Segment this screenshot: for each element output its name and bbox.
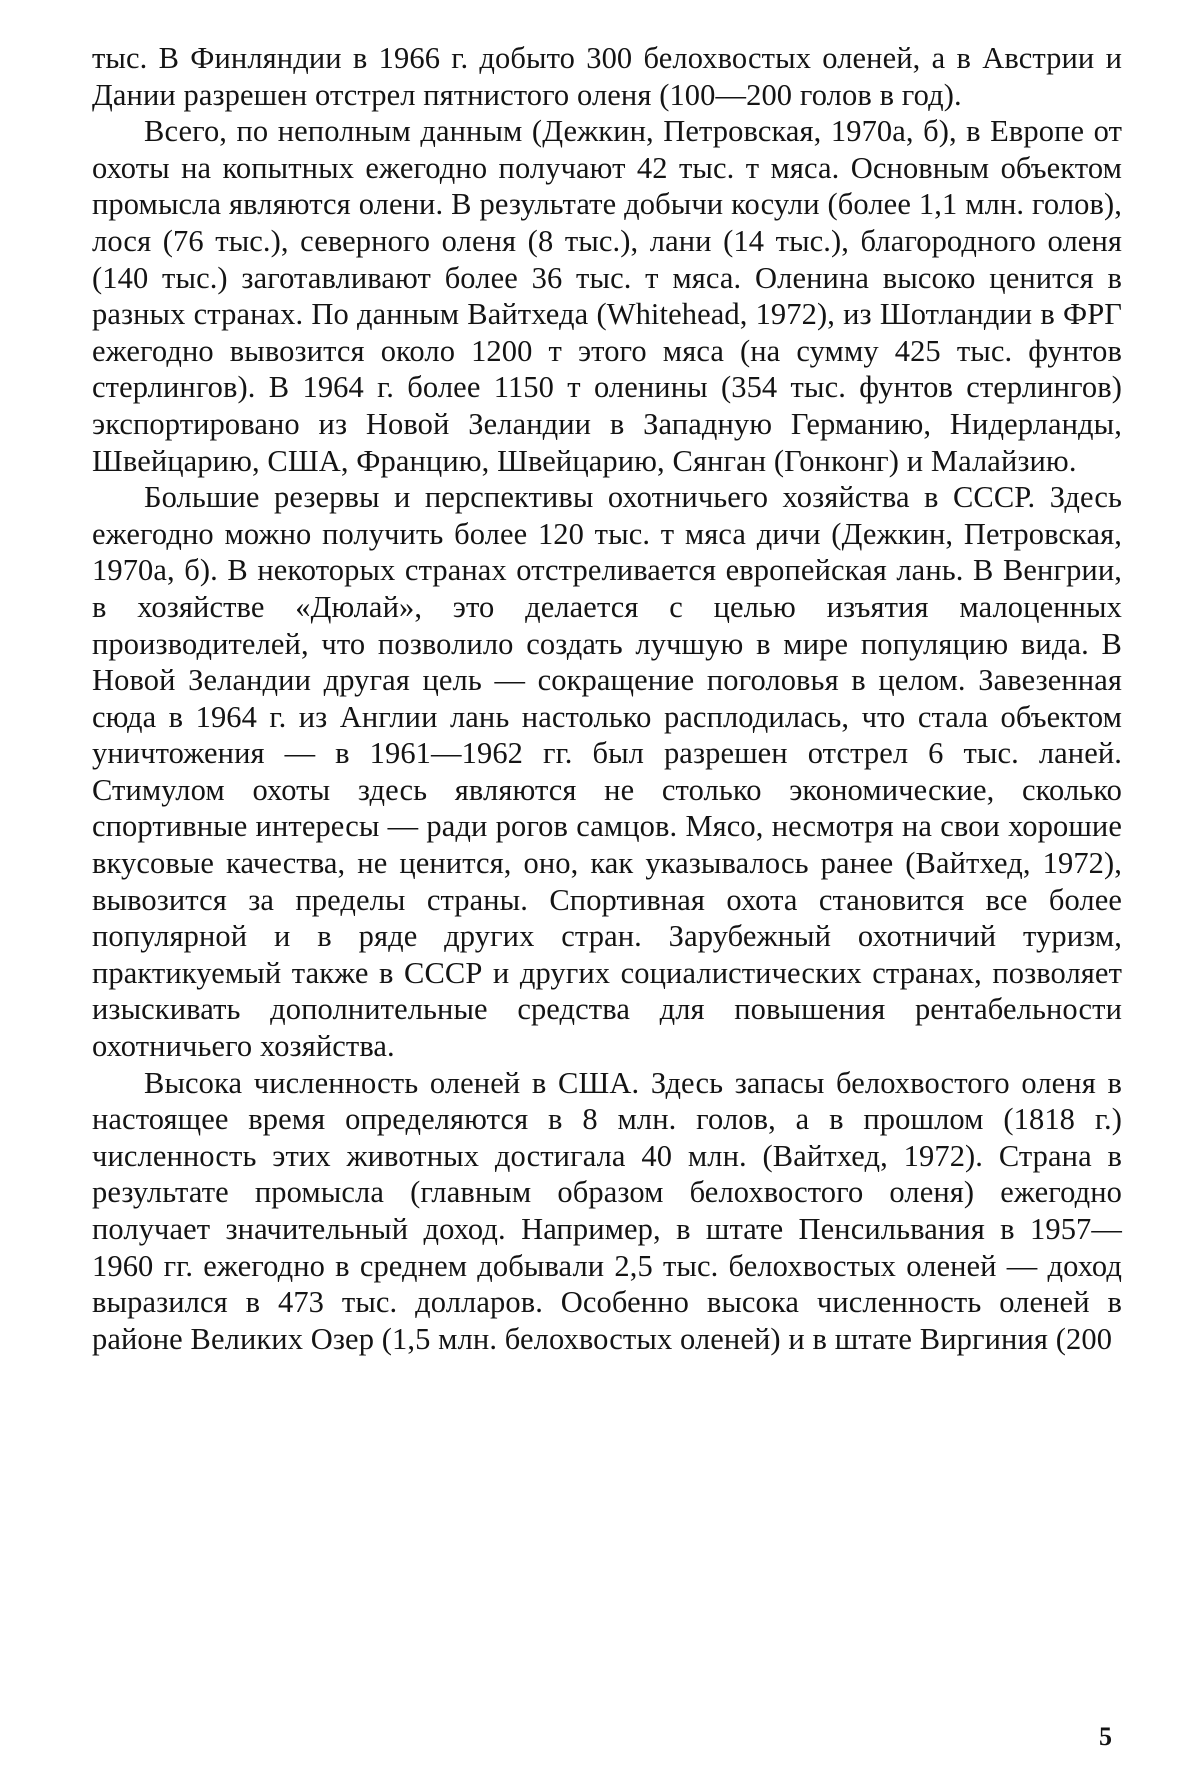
page-number: 5: [1099, 1722, 1112, 1751]
paragraph-3: Большие резервы и перспективы охотничьего хозяйства в СССР. Здесь ежегодно можно получить более 120 тыс. т мяса дичи (Дежкин, Петровская, 1970а, б). В некоторых странах отстреливается европейская лань. В Венгрии, в хозяйстве «Дюлай», это делается с целью изъятия малоценных производителей, что позволило создать лучшую в мире популяцию вида. В Новой Зеландии другая цель — сокращение поголовья в целом. Завезенная сюда в 1964 г. из Англии лань настолько расплодилась, что стала объектом уничтожения — в 1961—1962 гг. был разрешен отстрел 6 тыс. ланей. Стимулом охоты здесь являются не столько экономические, сколько спортивные интересы — ради рогов самцов. Мясо, несмотря на свои хорошие вкусовые качества, не ценится, оно, как указывалось ранее (Вайтхед, 1972), вывозится за пределы страны. Спортивная охота становится все более популярной и в ряде других стран. Зарубежный охотничий туризм, практикуемый также в СССР и других социалистических странах, позволяет изыскивать дополнительные средства для повышения рентабельности охотничьего хозяйства.: [92, 480, 1122, 1064]
paragraph-2: Всего, по неполным данным (Дежкин, Петровская, 1970а, б), в Европе от охоты на копытных ежегодно получают 42 тыс. т мяса. Основным объектом промысла являются олени. В результате добычи косули (более 1,1 млн. голов), лося (76 тыс.), северного оленя (8 тыс.), лани (14 тыс.), благородного оленя (140 тыс.) заготавливают более 36 тыс. т мяса. Оленина высоко ценится в разных странах. По данным Вайтхеда (Whitehead, 1972), из Шотландии в ФРГ ежегодно вывозится около 1200 т этого мяса (на сумму 425 тыс. фунтов стерлингов). В 1964 г. более 1150 т оленины (354 тыс. фунтов стерлингов) экспортировано из Новой Зеландии в Западную Германию, Нидерланды, Швейцарию, США, Францию, Швейцарию, Сянган (Гонконг) и Малайзию.: [92, 114, 1122, 478]
paragraph-4: Высока численность оленей в США. Здесь запасы белохвостого оленя в настоящее время определяются в 8 млн. голов, а в прошлом (1818 г.) численность этих животных достигала 40 млн. (Вайтхед, 1972). Страна в результате промысла (главным образом белохвостого оленя) ежегодно получает значительный доход. Например, в штате Пенсильвания в 1957—1960 гг. ежегодно в среднем добывали 2,5 тыс. белохвостых оленей — доход выразился в 473 тыс. долларов. Особенно высока численность оленей в районе Великих Озер (1,5 млн. белохвостых оленей) и в штате Виргиния (200: [92, 1065, 1122, 1356]
paragraph-1: тыс. В Финляндии в 1966 г. добыто 300 белохвостых оленей, а в Австрии и Дании разрешен отстрел пятнистого оленя (100—200 голов в год).: [92, 41, 1122, 112]
document-page: [92, 40, 1122, 1357]
